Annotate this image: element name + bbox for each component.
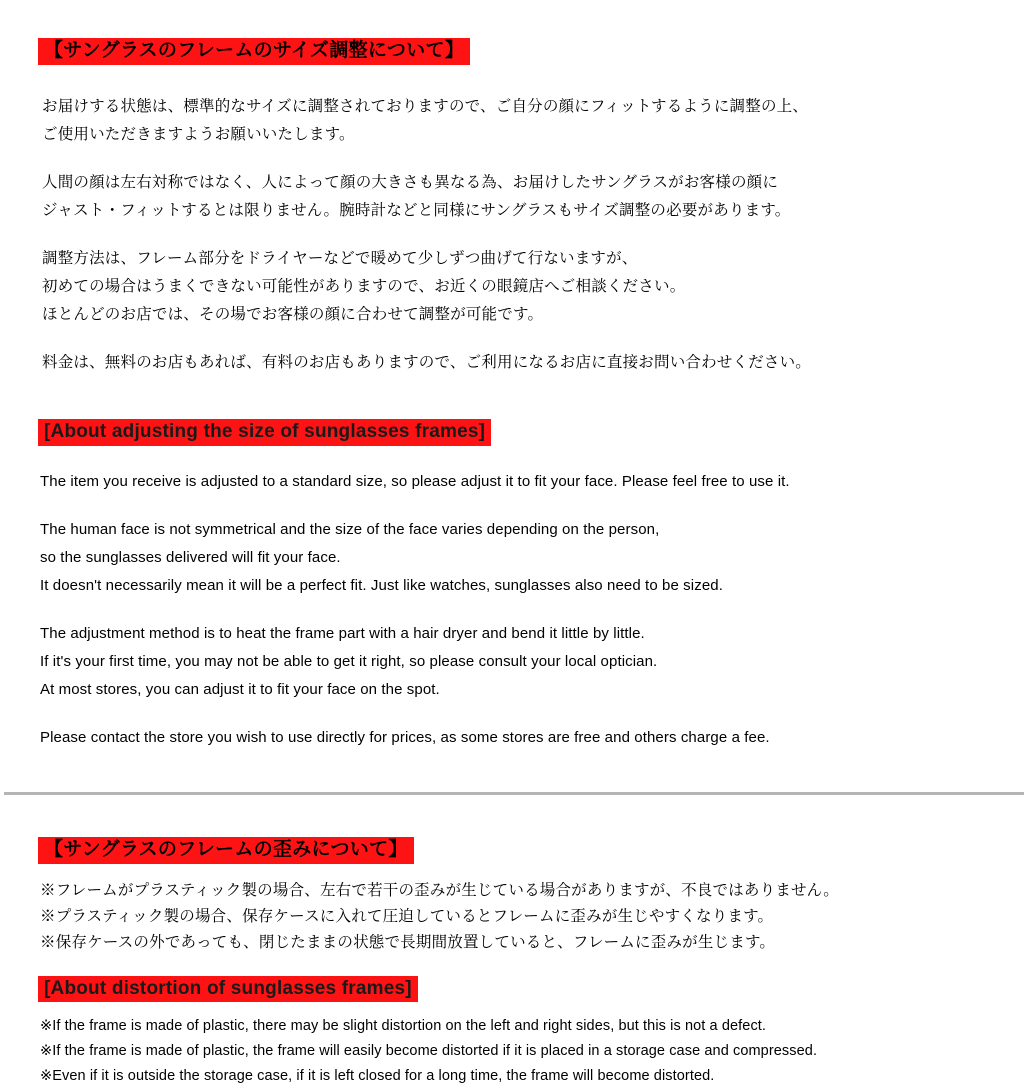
section-body-en-distortion [40,1014,994,1089]
heading-highlight-en-size: [About adjusting the size of sunglasses frames] [38,419,491,446]
text-line: 調整方法は、フレーム部分をドライヤーなどで暖めて少しずつ曲げて行ないますが、 [42,249,638,267]
paragraph [40,516,994,600]
text-line: Please contact the store you wish to use directly for prices, as some stores are free and others charge a fee. [40,728,770,746]
paragraph [42,169,994,225]
text-line: If it's your first time, you may not be able to get it right, so please consult your local optician. [40,652,658,670]
text-line: so the sunglasses delivered will fit your face. [40,548,341,566]
text-line: 人間の顔は左右対称ではなく、人によって顔の大きさも異なる為、お届けしたサングラスがお客様の顔に [42,173,779,191]
section-heading-en-distortion [38,976,994,1003]
heading-highlight-jp-distortion: 【サングラスのフレームの歪みについて】 [38,837,414,864]
section-body-en-size [40,468,994,752]
paragraph [40,468,994,496]
text-line: It doesn't necessarily mean it will be a perfect fit. Just like watches, sunglasses also need to be sized. [40,576,723,594]
section-body-jp-size [42,93,994,377]
paragraph [42,245,994,329]
paragraph [40,620,994,704]
section-divider [4,792,1024,795]
text-line: ※プラスティック製の場合、保存ケースに入れて圧迫しているとフレームに歪みが生じやすくなります。 [40,907,774,925]
text-line: ほとんどのお店では、その場でお客様の顔に合わせて調整が可能です。 [42,305,544,323]
text-line: ※フレームがプラスティック製の場合、左右で若干の歪みが生じている場合がありますが、不良ではありません。 [40,881,839,899]
heading-highlight-jp-size: 【サングラスのフレームのサイズ調整について】 [38,38,470,65]
section-heading-en-size [38,419,994,446]
text-line: ジャスト・フィットするとは限りません。腕時計などと同様にサングラスもサイズ調整の必要があります。 [42,201,791,219]
section-heading-jp-size [38,38,994,65]
section-heading-jp-distortion [38,837,994,864]
text-line: 料金は、無料のお店もあれば、有料のお店もありますので、ご利用になるお店に直接お問い合わせください。 [42,353,811,371]
paragraph [40,724,994,752]
text-line: ご使用いただきますようお願いいたします。 [42,125,355,143]
paragraph [42,93,994,149]
heading-highlight-en-distortion: [About distortion of sunglasses frames] [38,976,418,1003]
section-body-jp-distortion [40,878,994,956]
text-line: The item you receive is adjusted to a standard size, so please adjust it to fit your face. Please feel free to use it. [40,472,790,490]
text-line: ※If the frame is made of plastic, there may be slight distortion on the left and right sides, but this is not a defect. [40,1018,767,1035]
text-line: お届けする状態は、標準的なサイズに調整されておりますので、ご自分の顔にフィットするように調整の上、 [42,97,809,115]
text-line: 初めての場合はうまくできない可能性がありますので、お近くの眼鏡店へご相談ください。 [42,277,686,295]
text-line: ※If the frame is made of plastic, the frame will easily become distorted if it is placed in a storage case and compressed. [40,1043,818,1060]
text-line: The adjustment method is to heat the frame part with a hair dryer and bend it little by little. [40,624,645,642]
paragraph [42,349,994,377]
text-line: At most stores, you can adjust it to fit your face on the spot. [40,680,440,698]
text-line: The human face is not symmetrical and the size of the face varies depending on the person, [40,520,660,538]
text-line: ※Even if it is outside the storage case, if it is left closed for a long time, the frame will become distorted. [40,1068,715,1085]
text-line: ※保存ケースの外であっても、閉じたままの状態で長期間放置していると、フレームに歪みが生じます。 [40,933,776,951]
